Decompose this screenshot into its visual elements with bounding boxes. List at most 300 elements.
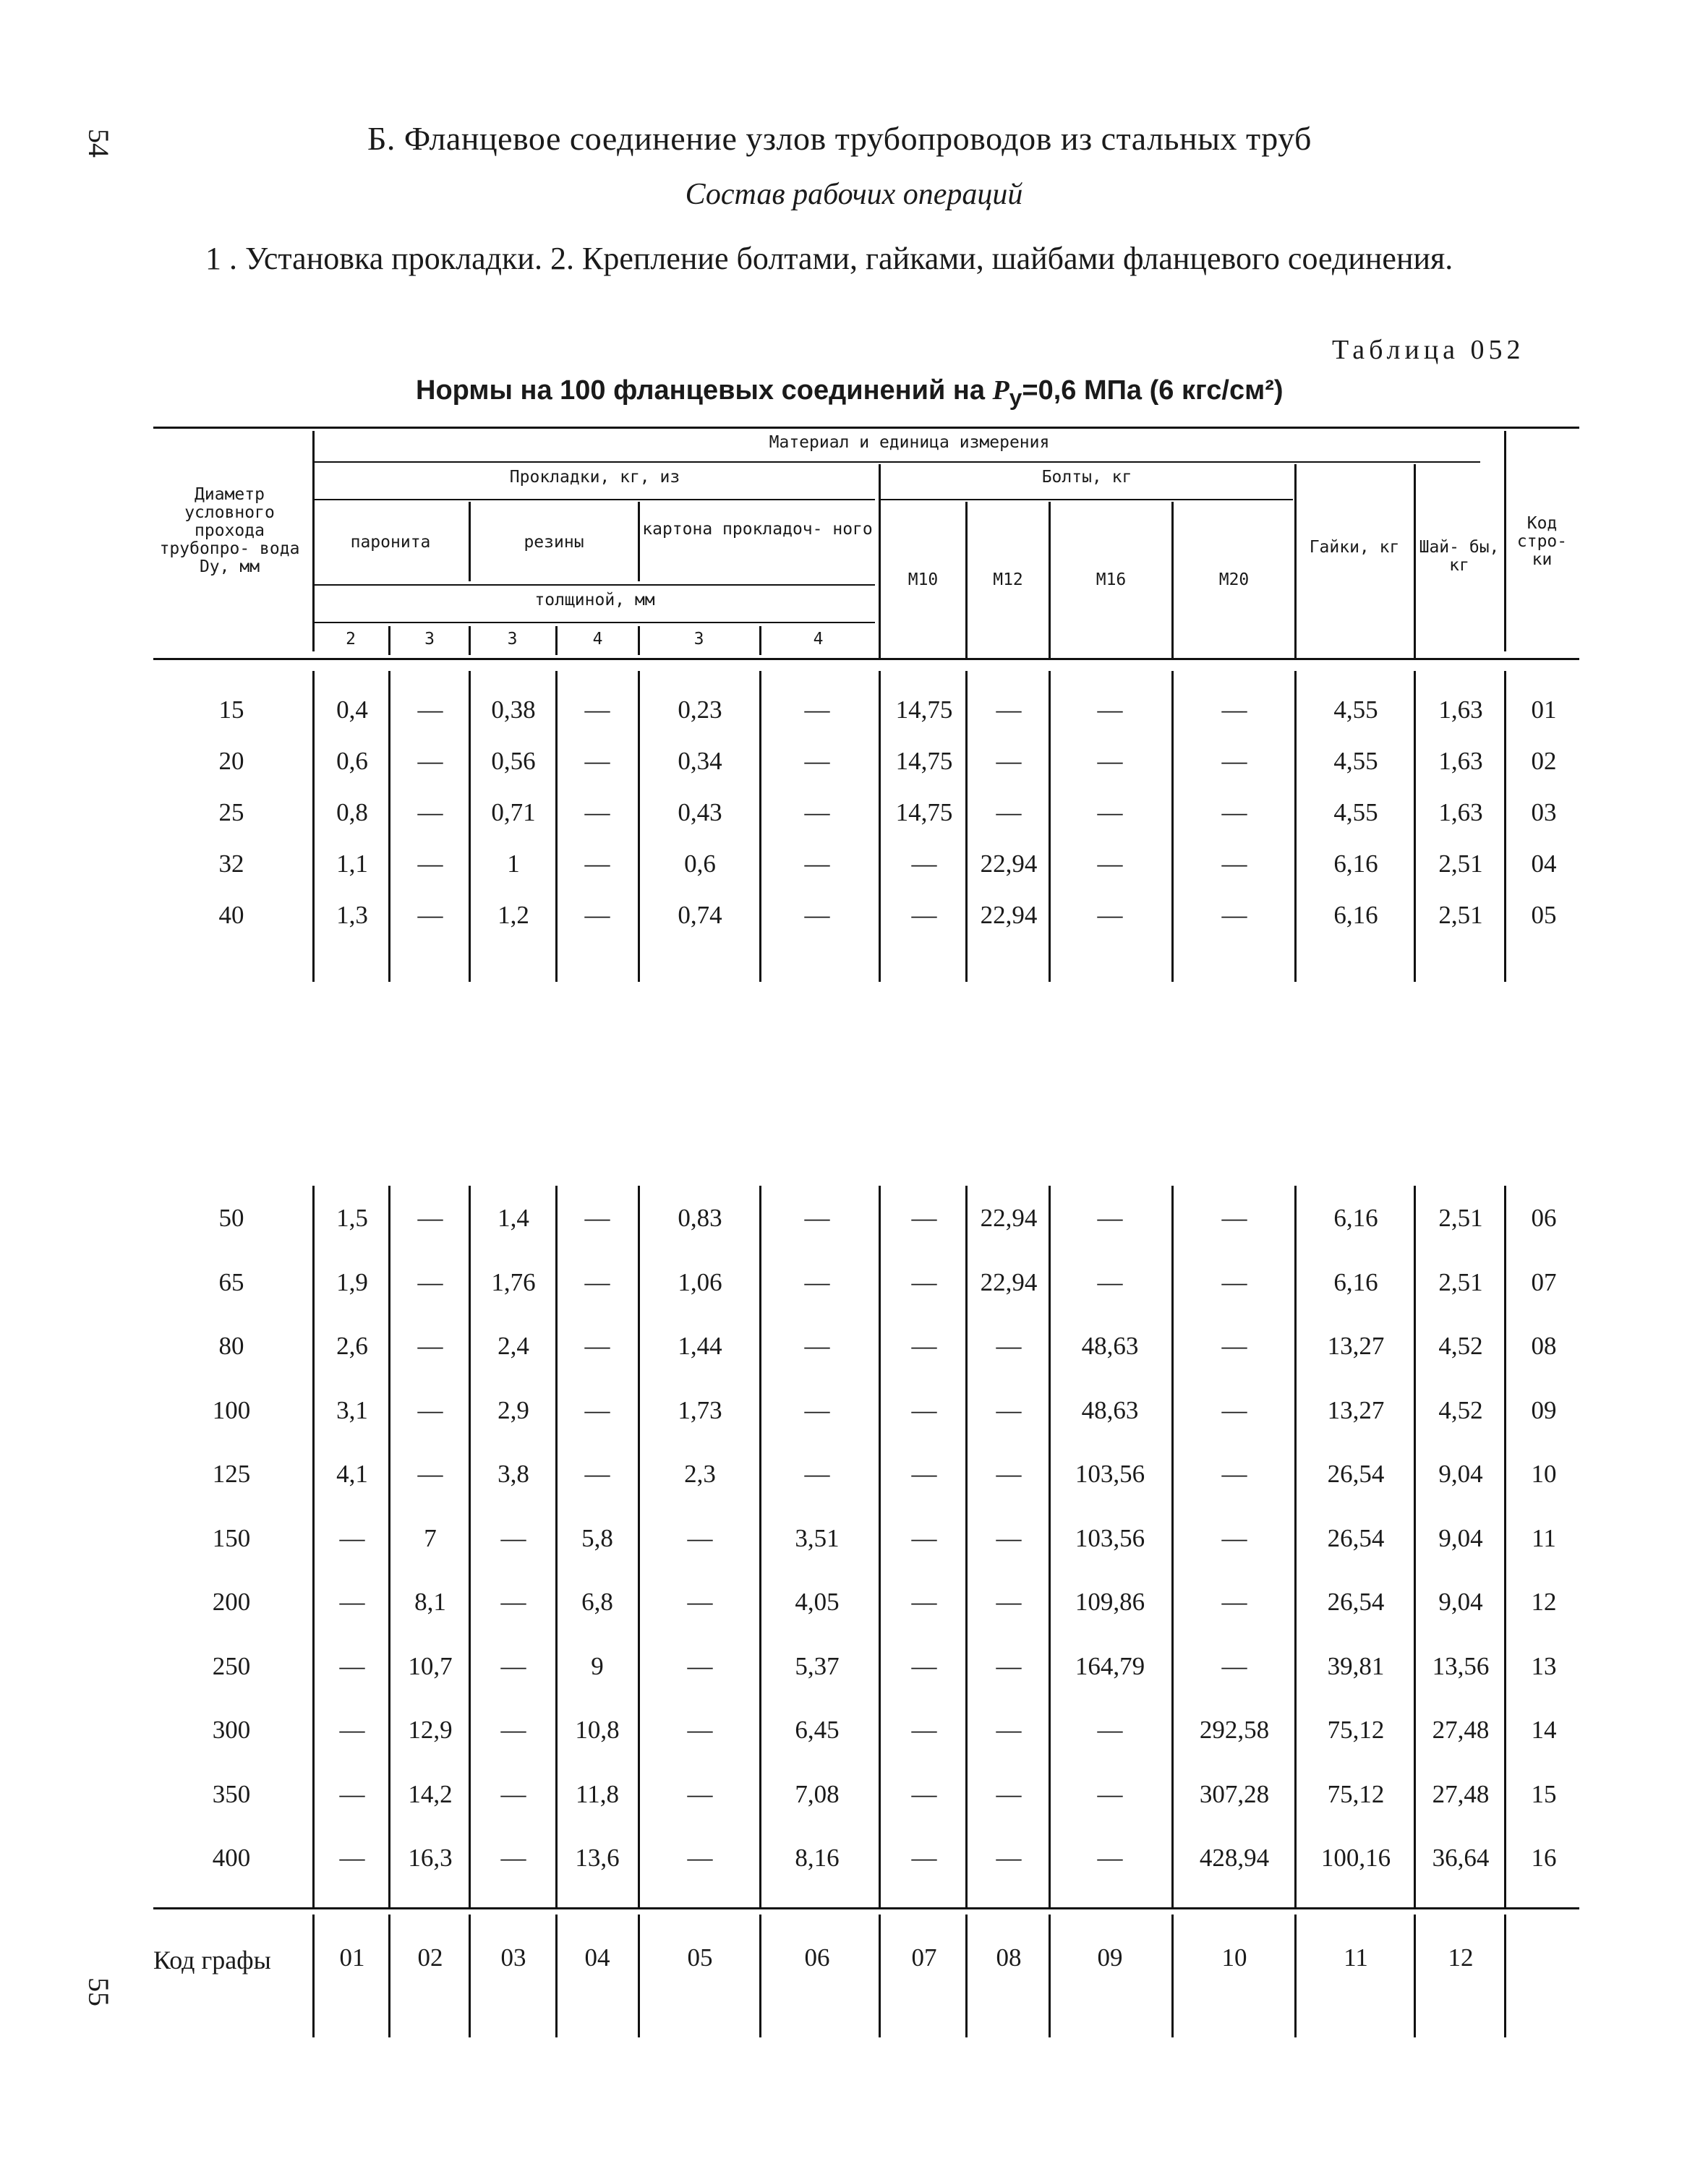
- header-bolt-m10: М10: [908, 570, 939, 589]
- cell-value: 1,76: [491, 1267, 536, 1296]
- cell-value: —: [1221, 747, 1247, 775]
- cell-value: 26,54: [1327, 1523, 1385, 1552]
- column-rule: [1294, 1915, 1297, 2037]
- cell-value: —: [339, 1588, 365, 1616]
- cell-value: —: [996, 798, 1022, 826]
- cell-value: —: [687, 1844, 713, 1872]
- cell-value: —: [1097, 1204, 1123, 1232]
- column-rule: [388, 1186, 390, 1907]
- cell-value: 0,71: [491, 798, 536, 826]
- footer-column-code: 03: [500, 1943, 526, 1972]
- cell-value: —: [911, 1395, 937, 1424]
- column-rule: [469, 1186, 471, 1907]
- cell-value: —: [500, 1523, 526, 1552]
- header-rule: [315, 622, 875, 623]
- cell-value: 0,6: [684, 850, 716, 878]
- column-rule: [1504, 671, 1506, 982]
- cell-value: 0,74: [678, 901, 722, 929]
- cell-value: 1,1: [336, 850, 368, 878]
- cell-value: —: [996, 1716, 1022, 1744]
- cell-value: 75,12: [1327, 1779, 1385, 1808]
- cell-diameter: 80: [218, 1332, 244, 1360]
- cell-value: 22,94: [980, 1204, 1038, 1232]
- footer-column-code: 06: [804, 1943, 830, 1972]
- cell-value: —: [1097, 696, 1123, 724]
- cell-value: —: [1221, 1460, 1247, 1488]
- cell-value: —: [584, 798, 610, 826]
- cell-value: 103,56: [1075, 1523, 1145, 1552]
- cell-value: —: [996, 1588, 1022, 1616]
- cell-value: 4,55: [1333, 696, 1378, 724]
- cell-value: 26,54: [1327, 1460, 1385, 1488]
- cell-diameter: 15: [218, 696, 244, 724]
- cell-value: —: [1221, 1523, 1247, 1552]
- cell-row-code: 07: [1531, 1267, 1557, 1296]
- cell-value: 0,34: [678, 747, 722, 775]
- cell-value: —: [339, 1844, 365, 1872]
- header-rule: [315, 584, 875, 586]
- header-bolt-m12: М12: [993, 570, 1023, 589]
- cell-value: 2,51: [1438, 850, 1483, 878]
- cell-value: —: [500, 1844, 526, 1872]
- cell-value: 7: [424, 1523, 437, 1552]
- cell-value: 1,63: [1438, 798, 1483, 826]
- cell-row-code: 11: [1532, 1523, 1556, 1552]
- cell-value: 1,9: [336, 1267, 368, 1296]
- cell-value: 6,16: [1333, 1267, 1378, 1296]
- header-divider: [638, 502, 640, 581]
- cell-value: —: [996, 1332, 1022, 1360]
- cell-value: 4,52: [1438, 1332, 1483, 1360]
- cell-value: —: [339, 1716, 365, 1744]
- cell-value: 26,54: [1327, 1588, 1385, 1616]
- cell-value: 13,27: [1327, 1395, 1385, 1424]
- column-rule: [965, 1186, 968, 1907]
- cell-value: 27,48: [1432, 1779, 1490, 1808]
- column-rule: [1294, 671, 1297, 982]
- column-rule: [759, 1186, 761, 1907]
- cell-value: 14,75: [895, 696, 953, 724]
- cell-value: —: [584, 1267, 610, 1296]
- cell-value: 1,63: [1438, 747, 1483, 775]
- cell-value: —: [1221, 1588, 1247, 1616]
- subtitle: Состав рабочих операций: [685, 178, 1023, 211]
- cell-value: 14,75: [895, 747, 953, 775]
- cell-value: 1,2: [498, 901, 529, 929]
- footer-column-code: 02: [417, 1943, 443, 1972]
- cell-value: 48,63: [1081, 1332, 1139, 1360]
- cell-value: 0,43: [678, 798, 722, 826]
- cell-value: —: [1097, 1267, 1123, 1296]
- cell-diameter: 250: [212, 1651, 251, 1680]
- column-rule: [1414, 671, 1416, 982]
- cell-value: —: [804, 1204, 830, 1232]
- cell-value: 1,44: [678, 1332, 722, 1360]
- column-rule: [469, 1915, 471, 2037]
- footer-column-code: 07: [911, 1943, 937, 1972]
- cell-value: 16,3: [408, 1844, 453, 1872]
- cell-value: —: [804, 747, 830, 775]
- cell-value: 100,16: [1320, 1844, 1391, 1872]
- header-rule: [315, 499, 875, 500]
- cell-row-code: 01: [1531, 696, 1557, 724]
- column-rule: [1171, 1915, 1174, 2037]
- cell-value: —: [911, 1204, 937, 1232]
- cell-value: 4,1: [336, 1460, 368, 1488]
- cell-row-code: 02: [1531, 747, 1557, 775]
- cell-value: —: [500, 1716, 526, 1744]
- cell-value: —: [584, 747, 610, 775]
- cell-value: 2,51: [1438, 901, 1483, 929]
- cell-value: 12,9: [408, 1716, 453, 1744]
- cell-value: —: [804, 696, 830, 724]
- cell-value: —: [1097, 798, 1123, 826]
- cell-value: 39,81: [1327, 1651, 1385, 1680]
- cell-value: 7,08: [795, 1779, 840, 1808]
- cell-value: 2,51: [1438, 1204, 1483, 1232]
- cell-value: 109,86: [1075, 1588, 1145, 1616]
- header-thickness-3c: 3: [693, 630, 704, 649]
- cell-value: 428,94: [1199, 1844, 1270, 1872]
- cell-value: —: [804, 901, 830, 929]
- cell-value: —: [996, 747, 1022, 775]
- cell-value: 1,5: [336, 1204, 368, 1232]
- column-rule: [469, 671, 471, 982]
- footer-column-code: 10: [1221, 1943, 1247, 1972]
- column-rule: [1171, 671, 1174, 982]
- cell-value: 0,8: [336, 798, 368, 826]
- cell-value: —: [996, 1395, 1022, 1424]
- cell-value: 0,56: [491, 747, 536, 775]
- column-rule: [388, 671, 390, 982]
- page-number-bottom: 55: [82, 1977, 115, 2006]
- cell-value: —: [339, 1651, 365, 1680]
- operations-text: 1 . Установка прокладки. 2. Крепление болтами, гайками, шайбами фланцевого соединения.: [205, 241, 1453, 276]
- cell-value: —: [584, 696, 610, 724]
- table-title-sub: y: [1009, 384, 1022, 411]
- cell-value: —: [911, 1460, 937, 1488]
- cell-value: —: [687, 1523, 713, 1552]
- header-bottom-rule: [153, 658, 1579, 660]
- cell-value: —: [417, 696, 443, 724]
- cell-value: —: [584, 901, 610, 929]
- header-divider: [879, 464, 881, 659]
- table-top-rule: [153, 427, 1579, 429]
- cell-value: 292,58: [1199, 1716, 1270, 1744]
- column-rule: [1414, 1915, 1416, 2037]
- table-title-symbol: P: [992, 375, 1009, 406]
- cell-value: 1,4: [498, 1204, 529, 1232]
- cell-diameter: 125: [212, 1460, 251, 1488]
- cell-value: 11,8: [576, 1779, 619, 1808]
- column-rule: [1049, 671, 1051, 982]
- cell-value: —: [1097, 850, 1123, 878]
- cell-value: 9,04: [1438, 1460, 1483, 1488]
- cell-value: 1,3: [336, 901, 368, 929]
- header-paronite: паронита: [350, 533, 431, 552]
- header-material-unit: Материал и единица измерения: [769, 433, 1050, 452]
- cell-value: 2,3: [684, 1460, 716, 1488]
- header-thickness-3b: 3: [507, 630, 518, 649]
- table-title-prefix: Нормы на 100 фланцевых соединений на: [416, 375, 993, 406]
- cell-row-code: 15: [1531, 1779, 1557, 1808]
- column-rule: [1294, 1186, 1297, 1907]
- page-number-top: 54: [82, 129, 115, 158]
- cell-value: 5,37: [795, 1651, 840, 1680]
- cell-value: 5,8: [581, 1523, 613, 1552]
- header-row-code: Код стро- ки: [1516, 514, 1568, 569]
- cell-value: 9: [591, 1651, 604, 1680]
- cell-value: —: [1221, 1395, 1247, 1424]
- cell-value: 2,51: [1438, 1267, 1483, 1296]
- cell-value: —: [687, 1651, 713, 1680]
- cell-value: 3,1: [336, 1395, 368, 1424]
- cell-value: —: [687, 1716, 713, 1744]
- cell-value: —: [1097, 1779, 1123, 1808]
- column-rule: [638, 1915, 640, 2037]
- footer-label: Код графы: [153, 1946, 271, 1975]
- cell-value: —: [804, 1460, 830, 1488]
- cell-value: —: [1221, 696, 1247, 724]
- cell-value: —: [687, 1779, 713, 1808]
- cell-value: —: [417, 850, 443, 878]
- column-rule: [879, 1915, 881, 2037]
- cell-value: 27,48: [1432, 1716, 1490, 1744]
- cell-value: —: [1221, 850, 1247, 878]
- footer-column-code: 12: [1448, 1943, 1474, 1972]
- cell-row-code: 03: [1531, 798, 1557, 826]
- cell-value: —: [339, 1523, 365, 1552]
- header-rule: [315, 461, 1480, 463]
- cell-value: —: [417, 901, 443, 929]
- column-rule: [1171, 1186, 1174, 1907]
- column-rule: [1414, 1186, 1416, 1907]
- cell-value: 9,04: [1438, 1588, 1483, 1616]
- cell-value: 14,75: [895, 798, 953, 826]
- header-divider: [1294, 464, 1297, 659]
- cell-row-code: 09: [1531, 1395, 1557, 1424]
- cell-value: —: [687, 1588, 713, 1616]
- cell-diameter: 50: [218, 1204, 244, 1232]
- cell-value: 2,4: [498, 1332, 529, 1360]
- cell-value: —: [804, 1395, 830, 1424]
- header-diameter: Диаметр условного прохода трубопро- вода Dy, мм: [159, 485, 300, 576]
- column-rule: [312, 1186, 315, 1907]
- cell-value: 14,2: [408, 1779, 453, 1808]
- cell-value: —: [804, 1332, 830, 1360]
- cell-value: —: [911, 1716, 937, 1744]
- cell-value: 1: [507, 850, 520, 878]
- cell-row-code: 13: [1531, 1651, 1557, 1680]
- cell-value: —: [996, 1651, 1022, 1680]
- cell-value: 48,63: [1081, 1395, 1139, 1424]
- section-title: Б. Фланцевое соединение узлов трубопроводов из стальных труб: [367, 120, 1312, 157]
- cell-diameter: 40: [218, 901, 244, 929]
- cell-value: 8,1: [414, 1588, 446, 1616]
- column-rule: [388, 1915, 390, 2037]
- cell-value: —: [584, 850, 610, 878]
- cell-value: —: [339, 1779, 365, 1808]
- cell-value: —: [417, 798, 443, 826]
- header-rubber: резины: [524, 533, 584, 552]
- header-thickness-2: 2: [346, 630, 356, 649]
- cell-row-code: 12: [1531, 1588, 1557, 1616]
- cell-value: 0,23: [678, 696, 722, 724]
- column-rule: [555, 1186, 558, 1907]
- cell-value: 103,56: [1075, 1460, 1145, 1488]
- cell-row-code: 05: [1531, 901, 1557, 929]
- cell-diameter: 100: [212, 1395, 251, 1424]
- cell-diameter: 25: [218, 798, 244, 826]
- cell-value: —: [1221, 798, 1247, 826]
- table-bottom-rule: [153, 1907, 1579, 1909]
- cell-value: —: [911, 850, 937, 878]
- cell-value: 22,94: [980, 850, 1038, 878]
- footer-column-code: 05: [687, 1943, 713, 1972]
- cell-value: —: [804, 850, 830, 878]
- cell-value: —: [911, 901, 937, 929]
- cell-value: 4,55: [1333, 798, 1378, 826]
- cell-value: 164,79: [1075, 1651, 1145, 1680]
- cell-value: 4,55: [1333, 747, 1378, 775]
- column-rule: [965, 671, 968, 982]
- header-washers: Шай- бы, кг: [1419, 538, 1500, 575]
- cell-value: —: [417, 1204, 443, 1232]
- cell-row-code: 06: [1531, 1204, 1557, 1232]
- cell-value: —: [1097, 747, 1123, 775]
- cell-value: —: [500, 1588, 526, 1616]
- column-rule: [879, 671, 881, 982]
- cell-value: —: [911, 1779, 937, 1808]
- cell-value: 75,12: [1327, 1716, 1385, 1744]
- cell-value: 307,28: [1199, 1779, 1270, 1808]
- cell-value: 4,52: [1438, 1395, 1483, 1424]
- column-rule: [1049, 1186, 1051, 1907]
- column-rule: [965, 1915, 968, 2037]
- cell-diameter: 20: [218, 747, 244, 775]
- header-bolt-m20: М20: [1218, 570, 1250, 589]
- cell-value: 2,6: [336, 1332, 368, 1360]
- table-title-suffix: =0,6 МПа (6 кгс/см²): [1022, 375, 1284, 406]
- cell-value: —: [911, 1651, 937, 1680]
- cell-row-code: 08: [1531, 1332, 1557, 1360]
- cell-value: —: [996, 696, 1022, 724]
- cell-value: —: [417, 1332, 443, 1360]
- cell-value: 0,38: [491, 696, 536, 724]
- footer-column-code: 01: [339, 1943, 365, 1972]
- cell-value: —: [1097, 901, 1123, 929]
- cell-diameter: 200: [212, 1588, 251, 1616]
- cell-value: 6,16: [1333, 901, 1378, 929]
- cell-value: 13,56: [1432, 1651, 1490, 1680]
- header-thickness-4b: 4: [813, 630, 824, 649]
- cell-value: 6,8: [581, 1588, 613, 1616]
- cell-value: 6,16: [1333, 850, 1378, 878]
- cell-value: 3,8: [498, 1460, 529, 1488]
- header-cardboard: картона прокладоч- ного: [642, 520, 873, 539]
- column-rule: [555, 671, 558, 982]
- cell-value: 10,8: [575, 1716, 620, 1744]
- cell-value: 0,83: [678, 1204, 722, 1232]
- cell-diameter: 32: [218, 850, 244, 878]
- cell-value: —: [417, 1460, 443, 1488]
- cell-value: —: [417, 1395, 443, 1424]
- cell-value: 1,73: [678, 1395, 722, 1424]
- cell-value: 6,16: [1333, 1204, 1378, 1232]
- footer-column-code: 11: [1344, 1943, 1368, 1972]
- cell-value: —: [584, 1395, 610, 1424]
- cell-value: 3,51: [795, 1523, 840, 1552]
- cell-row-code: 14: [1531, 1716, 1557, 1744]
- cell-value: —: [1097, 1716, 1123, 1744]
- cell-value: —: [804, 798, 830, 826]
- cell-value: —: [584, 1332, 610, 1360]
- header-thickness: толщиной, мм: [534, 591, 655, 609]
- cell-diameter: 65: [218, 1267, 244, 1296]
- header-bolt-m16: М16: [1096, 570, 1127, 589]
- cell-value: —: [584, 1204, 610, 1232]
- cell-diameter: 300: [212, 1716, 251, 1744]
- column-rule: [759, 671, 761, 982]
- cell-value: —: [500, 1779, 526, 1808]
- cell-value: 9,04: [1438, 1523, 1483, 1552]
- cell-value: 0,4: [336, 696, 368, 724]
- cell-value: 13,6: [575, 1844, 620, 1872]
- cell-value: —: [417, 747, 443, 775]
- cell-value: —: [911, 1588, 937, 1616]
- cell-value: —: [996, 1460, 1022, 1488]
- header-gaskets: Прокладки, кг, из: [509, 468, 680, 487]
- header-rule: [881, 499, 1293, 500]
- cell-value: —: [804, 1267, 830, 1296]
- column-rule: [1049, 1915, 1051, 2037]
- cell-value: 0,6: [336, 747, 368, 775]
- cell-row-code: 10: [1531, 1460, 1557, 1488]
- cell-value: 8,16: [795, 1844, 840, 1872]
- cell-value: —: [996, 1779, 1022, 1808]
- cell-value: —: [417, 1267, 443, 1296]
- cell-value: —: [1221, 1267, 1247, 1296]
- cell-value: —: [911, 1332, 937, 1360]
- column-rule: [555, 1915, 558, 2037]
- cell-diameter: 400: [212, 1844, 251, 1872]
- header-divider: [1504, 431, 1506, 651]
- column-rule: [1504, 1915, 1506, 2037]
- cell-value: —: [500, 1651, 526, 1680]
- cell-value: 4,05: [795, 1588, 840, 1616]
- footer-column-code: 04: [584, 1943, 610, 1972]
- cell-value: 22,94: [980, 901, 1038, 929]
- header-bolts: Болты, кг: [1041, 468, 1132, 487]
- column-rule: [312, 671, 315, 982]
- column-rule: [638, 1186, 640, 1907]
- footer-column-code: 08: [996, 1943, 1022, 1972]
- header-thickness-4a: 4: [592, 630, 603, 649]
- cell-row-code: 16: [1531, 1844, 1557, 1872]
- cell-value: 1,63: [1438, 696, 1483, 724]
- cell-value: —: [1221, 1332, 1247, 1360]
- header-thickness-3a: 3: [424, 630, 435, 649]
- column-rule: [638, 671, 640, 982]
- footer-column-code: 09: [1097, 1943, 1123, 1972]
- cell-value: —: [996, 1844, 1022, 1872]
- cell-value: 13,27: [1327, 1332, 1385, 1360]
- cell-value: 36,64: [1432, 1844, 1490, 1872]
- cell-value: —: [996, 1523, 1022, 1552]
- cell-row-code: 04: [1531, 850, 1557, 878]
- column-rule: [312, 1915, 315, 2037]
- cell-value: —: [584, 1460, 610, 1488]
